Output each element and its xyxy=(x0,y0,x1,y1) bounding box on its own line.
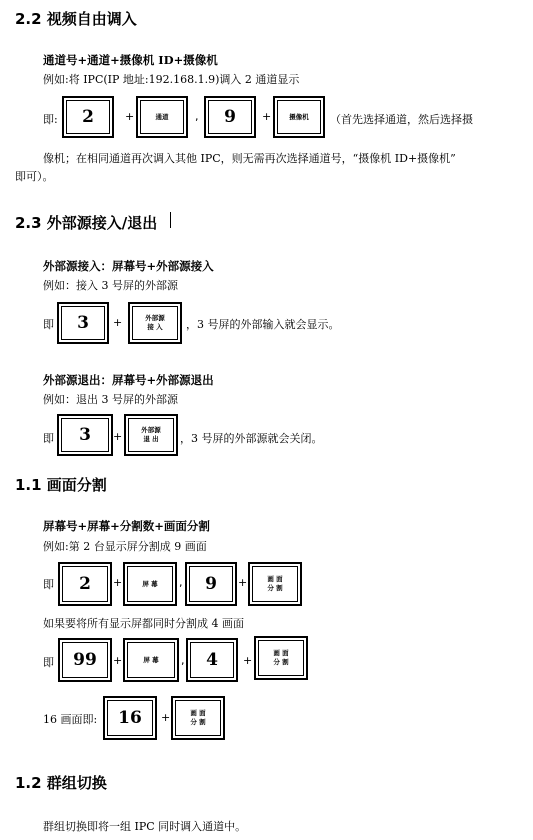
comma-sign: , xyxy=(181,654,185,667)
key-screen-number: 3 xyxy=(57,414,113,456)
split-example: 例如:第 2 台显示屏分割成 9 画面 xyxy=(43,540,207,553)
plus-sign: + xyxy=(125,110,135,123)
plus-sign: + xyxy=(113,576,123,589)
key-screen: 屏 幕 xyxy=(123,562,177,606)
text-cursor xyxy=(170,212,171,228)
key-screen-split: 画 面 分 割 xyxy=(171,696,225,740)
key-screen-number: 2 xyxy=(58,562,112,606)
plus-sign: + xyxy=(238,576,248,589)
section-2-2-formula: 通道号+通道+摄像机 ID+摄像机 xyxy=(43,53,218,67)
key-channel: 通道 xyxy=(136,96,188,138)
ji-label: 即: xyxy=(43,113,58,126)
key-screen-number: 3 xyxy=(57,302,109,344)
split-formula: 屏幕号+屏幕+分割数+画面分割 xyxy=(43,519,210,533)
section-1-2-title: 1.2 群组切换 xyxy=(15,774,107,792)
section-2-2-title: 2.2 视频自由调入 xyxy=(15,10,137,28)
key-screen-number: 99 xyxy=(58,638,112,682)
key-channel-number: 2 xyxy=(62,96,114,138)
sixteen-split-label: 16 画面即: xyxy=(43,713,98,726)
section-1-1-title: 1.1 画面分割 xyxy=(15,476,107,494)
external-in-tail: ，3 号屏的外部输入就会显示。 xyxy=(186,318,340,331)
key-camera: 摄像机 xyxy=(273,96,325,138)
key-split-count: 16 xyxy=(103,696,157,740)
external-out-formula: 外部源退出：屏幕号+外部源退出 xyxy=(43,373,214,387)
group-switch-text: 群组切换即将一组 IPC 同时调入通道中。 xyxy=(43,820,247,833)
plus-sign: + xyxy=(262,110,272,123)
key-external-source-in: 外部源 接 入 xyxy=(128,302,182,344)
key-split-count: 4 xyxy=(186,638,238,682)
external-out-example: 例如：退出 3 号屏的外部源 xyxy=(43,393,178,406)
ji-label: 即 xyxy=(43,432,54,445)
comma-sign: , xyxy=(195,110,199,123)
external-in-formula: 外部源接入：屏幕号+外部源接入 xyxy=(43,259,214,273)
external-out-tail: ，3 号屏的外部源就会关闭。 xyxy=(180,432,323,445)
plus-sign: + xyxy=(161,711,171,724)
section-2-3-title: 2.3 外部源接入/退出 xyxy=(15,214,158,232)
key-camera-id: 9 xyxy=(204,96,256,138)
section-2-2-line2: 像机；在相同通道再次调入其他 IPC，则无需再次选择通道号，“摄像机 ID+摄像机” xyxy=(43,152,456,165)
key-screen: 屏 幕 xyxy=(123,638,179,682)
plus-sign: + xyxy=(113,654,123,667)
external-in-example: 例如：接入 3 号屏的外部源 xyxy=(43,279,178,292)
split-all-text: 如果要将所有显示屏都同时分割成 4 画面 xyxy=(43,617,244,630)
ji-label: 即 xyxy=(43,318,54,331)
section-2-2-line3: 即可）。 xyxy=(15,170,54,183)
section-2-2-example: 例如:将 IPC(IP 地址:192.168.1.9)调入 2 通道显示 xyxy=(43,73,300,86)
plus-sign: + xyxy=(113,430,123,443)
plus-sign: + xyxy=(113,316,123,329)
comma-sign: , xyxy=(179,576,183,589)
section-2-2-tail: （首先选择通道，然后选择摄 xyxy=(330,113,473,126)
ji-label: 即 xyxy=(43,578,54,591)
key-screen-split: 画 面 分 割 xyxy=(254,636,308,680)
plus-sign: + xyxy=(243,654,253,667)
ji-label: 即 xyxy=(43,656,54,669)
key-external-source-out: 外部源 退 出 xyxy=(124,414,178,456)
key-split-count: 9 xyxy=(185,562,237,606)
key-screen-split: 画 面 分 割 xyxy=(248,562,302,606)
